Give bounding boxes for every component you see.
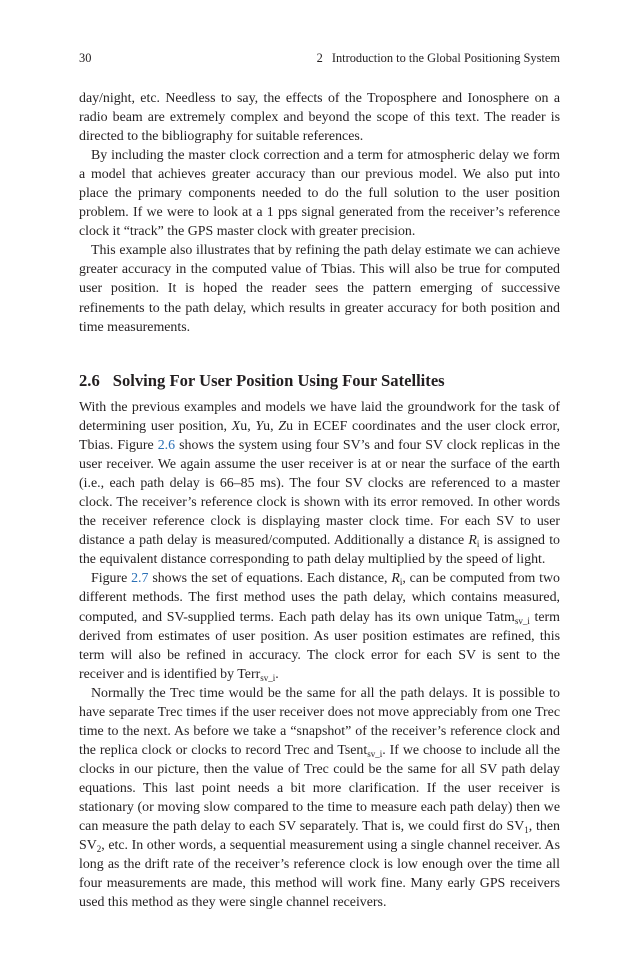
subscript: i <box>399 577 403 588</box>
text-run: Normally the Trec time would be the same for all the path delays. It is possible to have separate Trec times if the user receiver does not move appreciably from one Trec time to the next. As before we take a “snapshot” of the receiver’s reference clock and the replica clock or clocks to record Trec and Tsent <box>79 685 560 758</box>
section-title: Solving For User Position Using Four Satellites <box>112 370 445 390</box>
text-run: . <box>275 666 279 682</box>
text-run: , can be computed from two different methods. The first method uses the path delay, which contains measured, computed, and SV-supplied terms. Each path delay has its own unique Tatm <box>79 571 560 625</box>
section-number: 2.6 <box>79 370 100 390</box>
text-run: is assigned to the equivalent distance corresponding to path delay multiplied by the speed of light. <box>79 533 560 568</box>
subscript: i <box>476 539 480 550</box>
subscript: 1 <box>524 825 529 836</box>
text-run: , then SV <box>79 819 560 854</box>
paragraph: day/night, etc. Needless to say, the effects of the Troposphere and Ionosphere on a radio beam are extremely complex and beyond the scope of this text. The reader is directed to the bibliography for suitable references. <box>79 91 560 145</box>
subscript: sv_i <box>514 615 530 626</box>
figure-link[interactable]: 2.6 <box>157 438 176 454</box>
paragraph: By including the master clock correction and a term for atmospheric delay we form a model that achieves greater accuracy than our previous model. We also put into place the primary components needed to do the full solution to the user position problem. If we were to look at a 1 pps signal generated from the receiver’s reference clock it “track” the GPS master clock with greater precision. <box>79 148 560 240</box>
text-run: , etc. In other words, a sequential measurement using a single channel receiver. As long as the drift rate of the receiver’s reference clock is low enough over the time all four measurements are made, this method will work fine. Many early GPS receivers used this method as they were single channel receivers. <box>79 838 560 911</box>
text-run: u, <box>263 419 279 435</box>
chapter-title: Introduction to the Global Positioning System <box>331 51 560 65</box>
text-run: Figure <box>91 571 132 587</box>
paragraph <box>79 569 560 683</box>
text-run: shows the system using four SV’s and four SV clock replicas in the user receiver. We again assume the user receiver is at or near the surface of the earth (i.e., each path delay is 66–85 ms). The four SV clocks are referenced to a master clock. The receiver’s reference clock is shown with its error removed. In other words the receiver reference clock is displaying master clock time. For each SV to user distance a path delay is measured/computed. Additionally a distance <box>79 438 561 549</box>
math-var: R <box>468 533 477 549</box>
math-var: Y <box>255 419 264 435</box>
text-run: . If we choose to include all the clocks in our picture, then the value of Trec could be the same for all SV path delay equations. This last point needs a bit more clarification. If the user receiver is stationary (or moving slow compared to the time to measure each path delay) then we can measure the path delay to each SV separately. That is, we could first do SV <box>79 742 560 835</box>
subscript: 2 <box>96 844 102 855</box>
text-run: With the previous examples and models we have laid the groundwork for the task of determining user position, <box>79 400 560 435</box>
paragraph <box>79 398 560 569</box>
text-run: u, <box>240 419 256 435</box>
subscript: sv_i <box>260 672 276 683</box>
math-var: Z <box>278 419 287 435</box>
text-run: term derived from estimates of user position. As user position estimates are refined, this term will also be refined in accuracy. The clock error for each SV is sent to the receiver and is identified by Terr <box>79 609 560 682</box>
text-run: shows the set of equations. Each distance, <box>148 571 392 587</box>
text-run: u in ECEF coordinates and the user clock error, Tbias. Figure <box>79 419 560 454</box>
paragraph: This example also illustrates that by refining the path delay estimate we can achieve greater accuracy in the computed value of Tbias. This will also be true for computed user position. It is hoped the reader sees the pattern emerging of successive refinements to the path delay, which results in greater accuracy for both position and time measurements. <box>79 243 560 335</box>
math-var: X <box>231 419 241 435</box>
figure-link[interactable]: 2.7 <box>131 571 149 587</box>
math-var: R <box>391 571 400 587</box>
paragraph <box>79 684 560 913</box>
section-heading <box>79 370 560 392</box>
subscript: sv_i <box>367 748 383 759</box>
chapter-reference <box>317 51 560 66</box>
body-text-bottom <box>79 398 560 912</box>
chapter-number: 2 <box>316 51 323 65</box>
body-text-top <box>79 89 560 337</box>
page-number: 30 <box>79 51 92 65</box>
